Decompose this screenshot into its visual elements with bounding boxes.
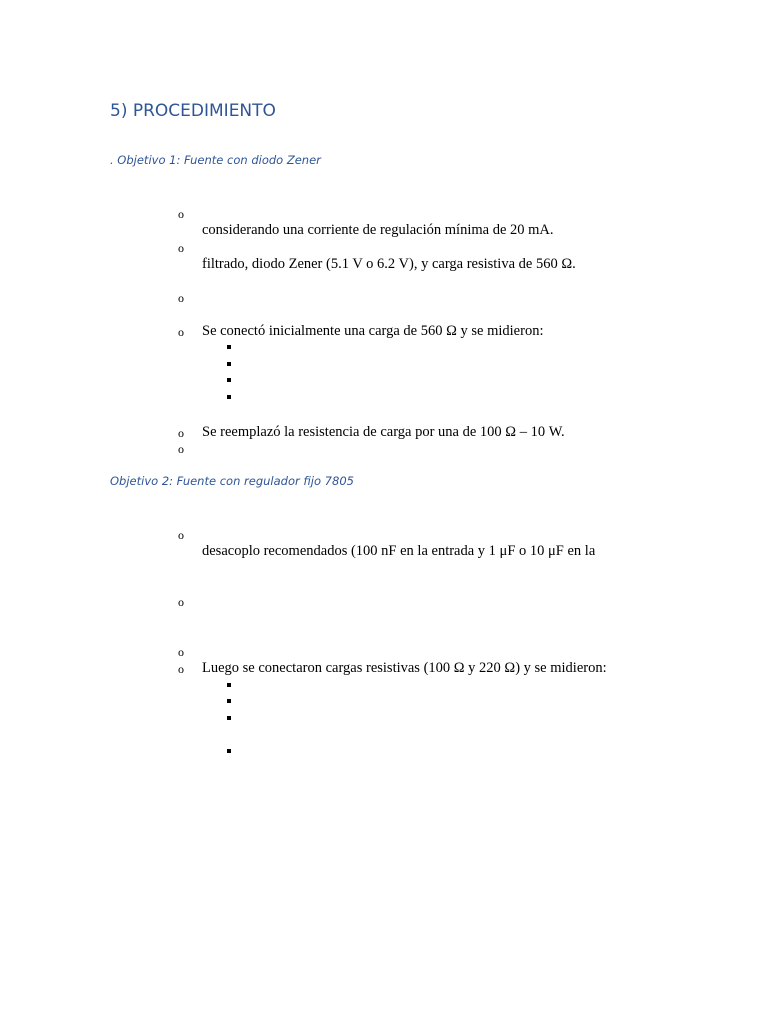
list-bullet: o [178, 528, 184, 542]
list-item-text: Se reemplazó la resistencia de carga por una de 100 Ω – 10 W. [202, 424, 565, 440]
list-item-text: Luego se conectaron cargas resistivas (100 Ω y 220 Ω) y se midieron: [202, 660, 607, 676]
list-bullet: o [178, 325, 184, 339]
square-bullet-icon [227, 378, 231, 382]
list-item-text: considerando una corriente de regulación mínima de 20 mA. [202, 222, 554, 238]
list-item-text: Se conectó inicialmente una carga de 560 Ω y se midieron: [202, 323, 544, 339]
list-bullet: o [178, 426, 184, 440]
square-bullet-icon [227, 345, 231, 349]
list-bullet: o [178, 291, 184, 305]
list-bullet: o [178, 241, 184, 255]
list-bullet: o [178, 207, 184, 221]
square-bullet-icon [227, 716, 231, 720]
list-bullet: o [178, 662, 184, 676]
list-bullet: o [178, 595, 184, 609]
square-bullet-icon [227, 362, 231, 366]
list-bullet: o [178, 645, 184, 659]
section-title: 5) PROCEDIMIENTO [110, 101, 276, 121]
list-item-text: desacoplo recomendados (100 nF en la entrada y 1 μF o 10 μF en la [202, 543, 596, 559]
square-bullet-icon [227, 683, 231, 687]
square-bullet-icon [227, 699, 231, 703]
objective-1-title: . Objetivo 1: Fuente con diodo Zener [110, 153, 321, 167]
list-bullet: o [178, 442, 184, 456]
list-item-text: filtrado, diodo Zener (5.1 V o 6.2 V), y carga resistiva de 560 Ω. [202, 256, 576, 272]
square-bullet-icon [227, 749, 231, 753]
square-bullet-icon [227, 395, 231, 399]
objective-2-title: Objetivo 2: Fuente con regulador fijo 7805 [110, 474, 354, 488]
